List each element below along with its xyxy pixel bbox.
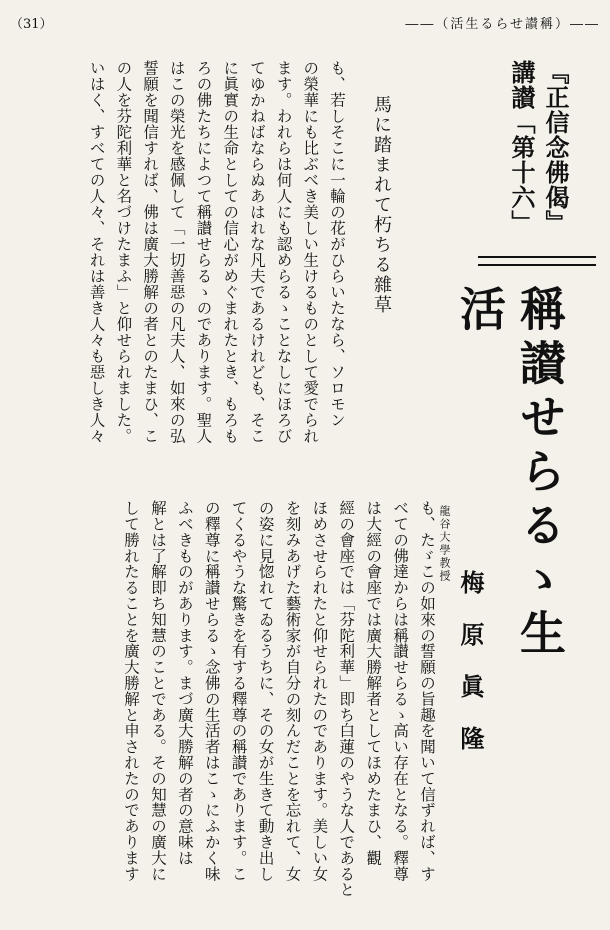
body-line: も、若しそこに一輪の花がひらいたなら、ソロモン — [328, 60, 346, 428]
article-title: 稱讃せらるゝ生活 — [453, 285, 567, 663]
body-line: てくるやうな驚きを有する釋尊の稱讃であります。こ — [229, 500, 248, 882]
body-line: して勝れたることを廣大勝解と申されたのであります — [122, 500, 141, 882]
series-title-line: 『正信念佛偈』 — [541, 60, 570, 235]
body-line: ふべきものがあります。まづ廣大勝解の者の意味は — [175, 500, 194, 866]
body-line: に眞實の生命としての信心がめぐまれたとき、もろも — [221, 60, 240, 444]
body-line: も、たゞこの如來の誓願の旨趣を聞いて信ずれば、す — [418, 500, 436, 882]
author-affiliation: 龍谷大學教授 — [438, 505, 451, 583]
section-heading: 馬に踏まれて朽ちる雜草 — [371, 95, 392, 315]
running-title: ――（活生るらせ讃稱）―― — [405, 16, 600, 32]
page-number: （31） — [10, 16, 53, 32]
body-line: はこの榮光を感佩して「一切善惡の凡夫人、如來の弘 — [167, 60, 186, 444]
author-name: 梅原眞隆 — [456, 570, 485, 778]
running-header — [10, 10, 600, 34]
body-line: の釋尊に稱讃せらるゝ念佛の生活者はこゝにふかく味 — [202, 500, 221, 882]
body-line: ほめさせられたと仰せられたのであります。美しい女 — [310, 500, 329, 882]
body-line: いはく、すべての人々、それは善き人々も惡しき人々 — [87, 60, 106, 444]
series-title — [502, 60, 572, 240]
body-line: 誓願を聞信すれば、佛は廣大勝解の者とのたまひ、こ — [141, 60, 160, 444]
body-line: 解とは了解即ち知慧のことである。その知慧の廣大に — [148, 500, 167, 882]
body-line: の榮華にも比ぶべき美しい生けるものとして愛でられ — [301, 60, 320, 444]
body-line: の姿に見惚れてゐるうちに、その女が生きて動き出し — [256, 500, 275, 882]
body-line: は大經の會座では廣大勝解者としてほめたまひ、觀 — [364, 500, 383, 866]
body-line: てゆかねばならぬあはれな凡夫であるけれども、そこ — [247, 60, 266, 444]
body-line: 經の會座では「芬陀利華」即ち白蓮のやうな人であると — [337, 500, 356, 898]
body-text-upper — [50, 60, 350, 470]
body-line: の人を芬陀利華と名づけたまふ」と仰せられました。 — [114, 60, 133, 444]
body-line: ます。われらは何人にも認めらるゝことなしにほろび — [274, 60, 293, 444]
body-line: ろの佛たちによつて稱讃せらるゝのであります。聖人 — [194, 60, 213, 444]
series-subtitle-line: 講讃「第十六」 — [507, 60, 536, 235]
title-divider — [478, 256, 596, 266]
body-line: べての佛達からは稱讃せらるゝ高い存在となる。釋尊 — [391, 500, 410, 882]
body-line: を刻みあげた藝術家が自分の刻んだことを忘れて、女 — [283, 500, 302, 882]
body-text-lower — [10, 500, 440, 920]
